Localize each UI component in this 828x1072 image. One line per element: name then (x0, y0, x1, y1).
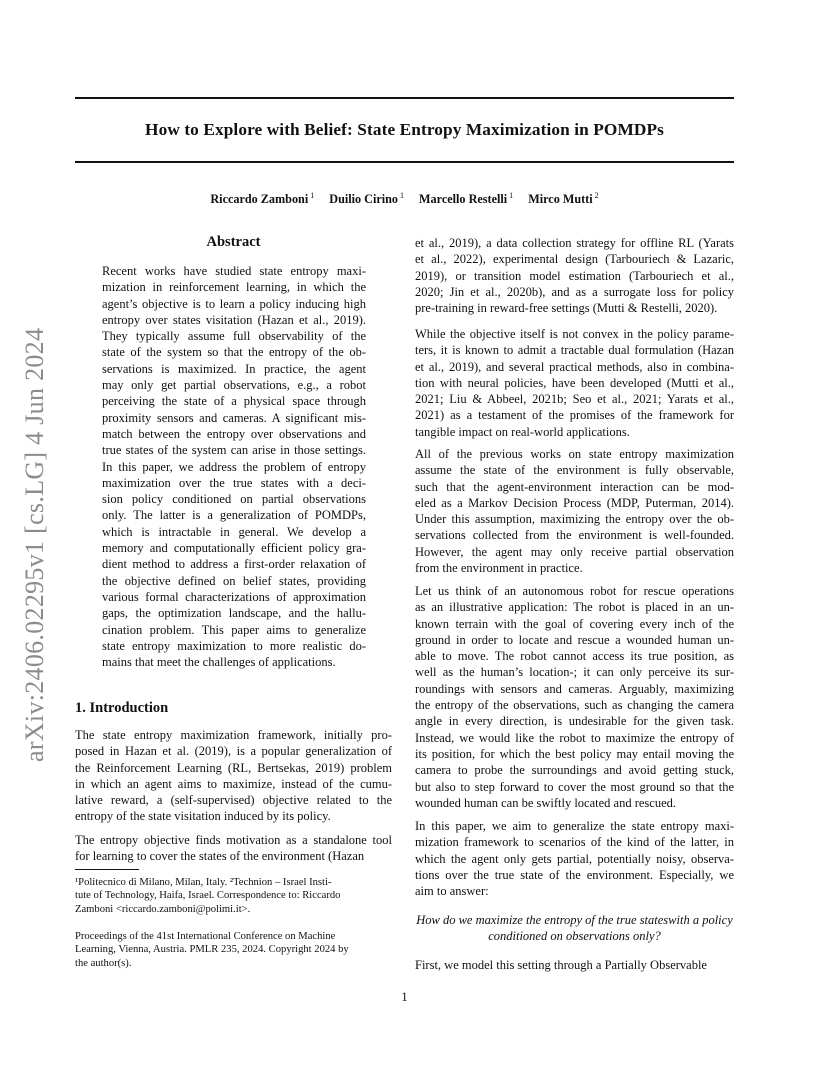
text-line: able to move. The robot cannot access its true position, as (415, 649, 734, 664)
intro-paragraph-2 (75, 832, 392, 865)
text-line: mization in reinforcement learning, in which the (102, 280, 366, 295)
text-line: state of the system so that the entropy of the ob- (102, 345, 366, 360)
text-line: servations collected from the environment is well-founded. (415, 528, 734, 543)
author: Mirco Mutti $^2$ (528, 191, 599, 207)
text-line: entropy of the state visitation induced by its policy. (75, 809, 331, 824)
text-line: servations is maximized. In practice, the agent (102, 361, 366, 376)
text-line: tangible impact on real-world applications. (415, 424, 630, 439)
text-line: Learning, Vienna, Austria. PMLR 235, 2024. Copyright 2024 by (75, 944, 349, 956)
text-line: memory and computationally efficient policy gra- (102, 541, 366, 556)
text-line: which is intractable in general. We develop a (102, 524, 366, 539)
text-line: the Reinforcement Learning (RL, Bertsekas, 2019) problem (75, 760, 392, 775)
text-line: its position, for which the best policy may entail moving the (415, 746, 734, 761)
text-line: but also to step forward to cover the most ground so that the (415, 779, 734, 794)
text-line: lative reward, a (self-supervised) objective related to the (75, 793, 392, 808)
right-paragraph-3 (415, 446, 734, 576)
text-line: with a policy conditioned on observations only? (488, 913, 733, 944)
text-line: dient method to address a first-order relaxation of (102, 557, 366, 572)
text-line: et al., 2019), and several practical methods, also in combina- (415, 359, 734, 374)
text-line: Under this assumption, maximizing the entropy over the ob- (415, 512, 734, 527)
text-line: pre-training in reward-free settings (Mutti & Restelli, 2020). (415, 301, 718, 316)
author: Riccardo Zamboni $^1$ (210, 191, 315, 207)
text-line: camera to probe the surroundings and avoid getting stuck, (415, 763, 734, 778)
right-paragraph-2 (415, 326, 734, 440)
text-line: posed in Hazan et al. (2019), is a popular generalization of (75, 744, 392, 759)
text-line: While the objective itself is not convex in the policy parame- (415, 327, 734, 341)
text-line: et al., 2022), experimental design (Tarbouriech & Lazaric, (415, 252, 734, 267)
footnote-rule (75, 869, 139, 870)
text-line: aim to answer: (415, 884, 489, 899)
title-top-rule (75, 97, 734, 99)
text-line: In this paper, we address the problem of entropy (102, 459, 366, 474)
text-line: 2020; Jin et al., 2020b), and as a surrogate loss for policy (415, 284, 734, 299)
text-line: tion with neural policies, have been developed (Mutti et al., (415, 375, 734, 390)
text-line: sion policy conditioned on partial observations (102, 492, 366, 507)
arxiv-identifier[interactable]: arXiv:2406.02295v1 [cs.LG] 4 Jun 2024 (20, 327, 49, 762)
text-line: entropy over states visitation (Hazan et al., 2019). (102, 312, 366, 327)
text-line: only. The latter is a generalization of POMDPs, (102, 508, 366, 523)
text-line: such that the agent-environment interaction can be mod- (415, 479, 734, 494)
text-line: They typically assume full observability of the (102, 329, 366, 344)
text-line: 2021) as a testament of the promises of the framework for (415, 408, 734, 423)
text-line: the objective defined on belief states, providing (102, 573, 366, 588)
text-line: ters, it is known to admit a tractable dual formulation (Hazan (415, 343, 734, 358)
right-paragraph-4 (415, 583, 734, 811)
text-line: angle in every direction, is undesirable for the given task. (415, 714, 734, 729)
text-line: roundings with sensors and cameras. Arguably, maximizing (415, 681, 734, 696)
text-line: for learning to cover the states of the environment (Hazan (75, 849, 365, 864)
text-line: wounded human can be swiftly located and rescued. (415, 795, 677, 810)
text-line: 2019), or transition model estimation (Tarbouriech et al., (415, 268, 734, 283)
text-line: First, we model this setting through a Partially Observable (415, 958, 707, 972)
title-bottom-rule (75, 161, 734, 163)
text-line: proximity sensors and cameras. A significant mis- (102, 410, 366, 425)
text-line: mization framework to scenarios of the kind of the latter, in (415, 835, 734, 850)
text-line: state entropy maximization to more realistic do- (102, 638, 366, 653)
text-line: Proceedings of the 41st International Conference on Machine (75, 931, 336, 942)
intro-paragraph-1 (75, 727, 392, 825)
abstract-heading: Abstract (206, 234, 261, 250)
text-line: cination problem. This paper aims to generalize (102, 622, 366, 637)
text-line: true states of the system can arise in those settings. (102, 443, 366, 458)
text-line: ¹Politecnico di Milano, Milan, Italy. ²Technion – Israel Insti- (75, 877, 332, 888)
abstract-body (102, 263, 366, 670)
paper-title: How to Explore with Belief: State Entropy Maximization in POMDPs (145, 120, 664, 139)
text-line: et al., 2019), a data collection strategy for offline RL (Yarats (415, 236, 734, 250)
text-line: the entropy of the observations, such as changing the camera (415, 698, 734, 713)
text-line: ground in order to locate and rescue a wounded human un- (415, 632, 734, 647)
text-line: How do we maximize the entropy of the true states (416, 913, 669, 927)
page-number: 1 (401, 990, 408, 1004)
author: Duilio Cirino $^1$ (329, 191, 404, 207)
text-line: mains that meet the challenges of applications. (102, 655, 336, 670)
text-line: the author(s). (75, 957, 132, 969)
text-line: match between the entropy over observations and (102, 426, 366, 441)
text-line: from the environment in practice. (415, 561, 583, 576)
author-list (75, 191, 734, 207)
text-line: agent’s objective is to learn a policy inducing high (102, 296, 366, 311)
text-line: known terrain with the goal of covering every inch of the (415, 616, 734, 631)
text-line: in which an agent aims to maximize, instead of the cumu- (75, 776, 392, 791)
text-line: However, the agent may only receive partial observation (415, 544, 734, 559)
section-heading: 1. Introduction (75, 700, 169, 716)
right-paragraph-5 (415, 818, 734, 899)
text-line: Let us think of an autonomous robot for rescue operations (415, 584, 734, 598)
text-line: perceiving the state of a physical space through (102, 394, 366, 409)
text-line: eled as a Markov Decision Process (MDP, Puterman, 2014). (415, 495, 734, 510)
text-line: assume the state of the environment is fully observable, (415, 463, 734, 478)
text-line: Zamboni <riccardo.zamboni@polimi.it>. (75, 903, 251, 915)
proceedings-footnote (75, 930, 392, 970)
text-line: tute of Technology, Haifa, Israel. Correspondence to: Riccardo (75, 890, 341, 902)
text-line: as an illustrative application: The robot is placed in an un- (415, 600, 734, 615)
text-line: gaps, the optimization landscape, and the hallu- (102, 606, 366, 621)
text-line: maximization over the true states with a deci- (102, 475, 366, 490)
text-line: tions over the true state of the environment. Especially, we (415, 867, 734, 882)
text-line: which the agent only gets partial, potentially noisy, observa- (415, 851, 734, 866)
text-line: All of the previous works on state entropy maximization (415, 447, 734, 461)
text-line: various formal characterizations of approximation (102, 589, 366, 604)
text-line: 2021; Liu & Abbeel, 2021b; Seo et al., 2021; Yarats et al., (415, 392, 734, 407)
text-line: may only get partial observations, e.g., a robot (102, 378, 366, 393)
right-paragraph-1 (415, 235, 734, 316)
right-paragraph-6 (415, 957, 734, 973)
research-question (415, 912, 734, 945)
text-line: The entropy objective finds motivation as a standalone tool (75, 833, 392, 847)
author: Marcello Restelli $^1$ (419, 191, 514, 207)
text-line: In this paper, we aim to generalize the state entropy maxi- (415, 819, 734, 833)
text-line: Recent works have studied state entropy maxi- (102, 264, 366, 278)
affiliation-footnote (75, 876, 392, 916)
text-line: The state entropy maximization framework, initially pro- (75, 728, 392, 742)
text-line: well as the human’s location-; it can only perceive its sur- (415, 665, 734, 680)
text-line: Instead, we would like the robot to maximize the entropy of (415, 730, 734, 745)
